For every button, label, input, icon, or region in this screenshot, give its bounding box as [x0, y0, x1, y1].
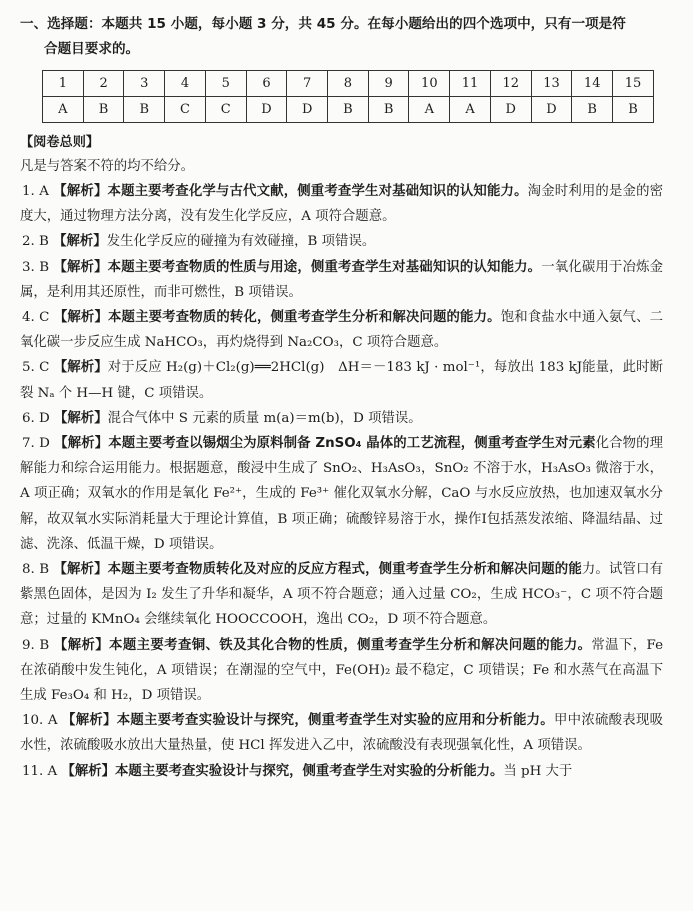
analysis-tag: 【解析】: [53, 259, 108, 275]
question-number-cell: 12: [490, 71, 531, 97]
explanation-item: [20, 179, 663, 229]
answer-cell: A: [450, 97, 491, 123]
item-body-text: 对于反应 H₂(g)＋Cl₂(g)══2HCl(g) ΔH＝－183 kJ · mol⁻¹，每放出 183 kJ: [107, 360, 583, 376]
explanation-item: [20, 431, 663, 557]
question-number-cell: 14: [572, 71, 613, 97]
explanation-item: [20, 633, 663, 709]
item-body-text: 力。试管口有紫黑色固体，是因为 I₂ 发生了升华和凝华，A 项不符合题意；通入过量 CO₂，生: [20, 562, 664, 603]
item-focus-text: 本题主要考查实验设计与探究，侧重考查学生对实验的分析能力。: [115, 763, 504, 779]
item-body-text: 混合气体中 S 元素的质量 m(a)＝m(b)，D 项错误。: [107, 410, 422, 426]
question-number-cell: 13: [531, 71, 572, 97]
analysis-tag: 【解析】: [53, 310, 109, 326]
question-number-cell: 7: [287, 71, 328, 97]
explanation-item: [20, 305, 663, 355]
answer-cell: D: [490, 97, 531, 123]
answer-cell: D: [531, 97, 572, 123]
item-focus-text: 本题主要考查化学与古代文献，侧重考查学生对基础知识的认知能力。: [107, 184, 528, 199]
answer-cell: B: [572, 97, 613, 123]
explanation-item: [20, 355, 663, 405]
item-focus-text: 本题主要考查铜、铁及其化合物的性质，侧重考查学生分析和解决问题的能力。: [109, 637, 592, 653]
item-body-text: 通入氨气、二氧化碳一步反应生成 NaHCO₃，再灼烧得到 Na₂CO₃，C 项符合题意。: [20, 310, 664, 351]
answer-cell: B: [368, 97, 409, 123]
item-focus-text: 本题主要考查物质转化及对应的反应方程式，侧重考查学生分析和解决问题的能: [107, 562, 582, 578]
item-body-text: CaO 与水反应放热，也加速双氧水分解，故双氧水实际消耗量大于理论计算值，B 项正确；硫: [20, 486, 663, 527]
explanation-item: [20, 406, 663, 431]
section-heading: [20, 12, 663, 62]
item-body-text: 酸锌易溶于水，操作Ⅰ包括蒸发浓缩、降温结晶、过滤、洗涤、低温干燥，D 项错误。: [20, 511, 663, 552]
item-answer-lead: 2. B: [22, 234, 54, 250]
explanation-item: [20, 708, 663, 758]
item-answer-lead: 11. A: [22, 763, 62, 779]
item-answer-lead: 7. D: [22, 436, 55, 452]
analysis-tag: 【解析】: [53, 562, 108, 578]
answer-table-number-row: [43, 71, 654, 97]
analysis-tag: 【解析】: [62, 713, 117, 729]
item-body-text: 发生化学反应的碰撞为有效碰撞，B 项错误。: [106, 234, 376, 250]
explanation-list: [20, 179, 663, 784]
answer-cell: B: [328, 97, 369, 123]
item-body-text: Fe 和水蒸气在高温下生成 Fe₃O₄ 和 H₂，D 项错误。: [20, 662, 663, 704]
item-body-text: 碳用于冶炼金属，是利用其还原性，而非可燃性，B 项错误。: [20, 259, 664, 300]
answer-cell: A: [43, 97, 84, 123]
analysis-tag: 【解析】: [54, 410, 108, 426]
item-focus-text: 本题主要考查物质的性质与用途，侧重考查学生对基础知识的认知能力。: [107, 259, 542, 275]
question-number-cell: 11: [450, 71, 491, 97]
explanation-item: [20, 255, 663, 305]
item-focus-text: 本题主要考查实验设计与探究，侧重考查学生对实验的应用和分析能力。: [116, 713, 554, 729]
question-number-cell: 5: [205, 71, 246, 97]
item-body-text: 合题意。: [442, 612, 497, 628]
item-body-text: 成 HCO₃⁻，C 项不符合题意；过量的 KMnO₄ 会继续氧化 HOOCCOOH，逸出 CO₂，D 项不符: [20, 587, 663, 628]
explanation-item: [20, 229, 663, 254]
answer-cell: B: [83, 97, 124, 123]
item-answer-lead: 5. C: [22, 360, 54, 376]
question-number-cell: 10: [409, 71, 450, 97]
answer-cell: B: [124, 97, 165, 123]
question-number-cell: 6: [246, 71, 287, 97]
explanation-item: [20, 759, 663, 784]
section-heading-line-1: 一、选择题：本题共 15 小题，每小题 3 分，共 45 分。在每小题给出的四个选项中，只有一项是符: [20, 16, 626, 32]
explanation-item: [20, 557, 663, 633]
item-answer-lead: 1. A: [22, 184, 54, 199]
item-answer-lead: 8. B: [22, 562, 54, 578]
grading-rules-text: 凡是与答案不符的均不给分。: [20, 159, 195, 174]
analysis-tag: 【解析】: [61, 763, 116, 779]
item-answer-lead: 9. B: [22, 637, 54, 653]
question-number-cell: 9: [368, 71, 409, 97]
item-body-text: 化合物的理解能力和综合运用能力。根据题意，酸浸中生成了 SnO₂、H₃AsO₃，SnO₂ 不溶于: [20, 436, 664, 477]
item-body-text: 常温下，Fe 在浓硝酸中发生钝化，A 项错误；在潮湿的空气中，Fe(OH)₂ 最不稳定，C 项错误；: [20, 637, 663, 678]
item-focus-text: 本题主要考查物质的转化，侧重考查学生分析和解决问题的能力。: [108, 310, 501, 326]
item-body-text: 浓硫酸表现吸水性，浓硫酸吸水放出大量热量，使 HCl 挥发进入乙中，浓硫酸没有表现强氧: [20, 713, 664, 754]
section-heading-line-2: 合题目要求的。: [44, 41, 140, 57]
answer-cell: A: [409, 97, 450, 123]
answer-table-answer-row: [43, 97, 654, 123]
answer-cell: C: [165, 97, 206, 123]
question-number-cell: 4: [165, 71, 206, 97]
item-answer-lead: 4. C: [22, 310, 54, 326]
answer-cell: D: [246, 97, 287, 123]
analysis-tag: 【解析】: [54, 436, 109, 452]
answer-cell: C: [205, 97, 246, 123]
analysis-tag: 【解析】: [53, 184, 108, 199]
analysis-tag: 【解析】: [53, 234, 107, 250]
answer-table: [42, 70, 654, 123]
item-body-text: 能量，此时断裂 Nₐ 个 H—H 键，C 项错误。: [20, 360, 664, 401]
item-body-text: 水，H₃AsO₃ 微溶于水，A 项正确；双氧水的作用是氧化 Fe²⁺，生成的 Fe³⁺ 催化双氧水分解，: [20, 461, 663, 502]
item-answer-lead: 3. B: [22, 259, 54, 275]
item-body-text: 甲中: [553, 713, 582, 729]
item-body-text: 饱和食盐水中: [500, 310, 582, 326]
question-number-cell: 15: [613, 71, 654, 97]
item-answer-lead: 10. A: [22, 713, 63, 729]
grading-rules-title: 【阅卷总则】: [20, 135, 100, 150]
question-number-cell: 2: [83, 71, 124, 97]
item-body-text: 一氧化: [541, 259, 582, 275]
question-number-cell: 3: [124, 71, 165, 97]
item-body-text: 淘金时利: [527, 184, 582, 199]
item-body-text: 化性，A 项错误。: [483, 738, 591, 754]
item-body-text: 当 pH 大于: [503, 763, 573, 779]
item-answer-lead: 6. D: [22, 410, 55, 426]
item-body-text: 用的是金的密度大，通过物理方法分离，没有发生化学反应，A 项符合题意。: [20, 184, 664, 225]
question-number-cell: 8: [328, 71, 369, 97]
answer-cell: B: [613, 97, 654, 123]
item-focus-text: 本题主要考查以锡烟尘为原料制备 ZnSO₄ 晶体的工艺流程，侧重考查学生对元素: [108, 436, 596, 452]
answer-cell: D: [287, 97, 328, 123]
analysis-tag: 【解析】: [53, 637, 110, 653]
question-number-cell: 1: [43, 71, 84, 97]
analysis-tag: 【解析】: [53, 360, 108, 376]
